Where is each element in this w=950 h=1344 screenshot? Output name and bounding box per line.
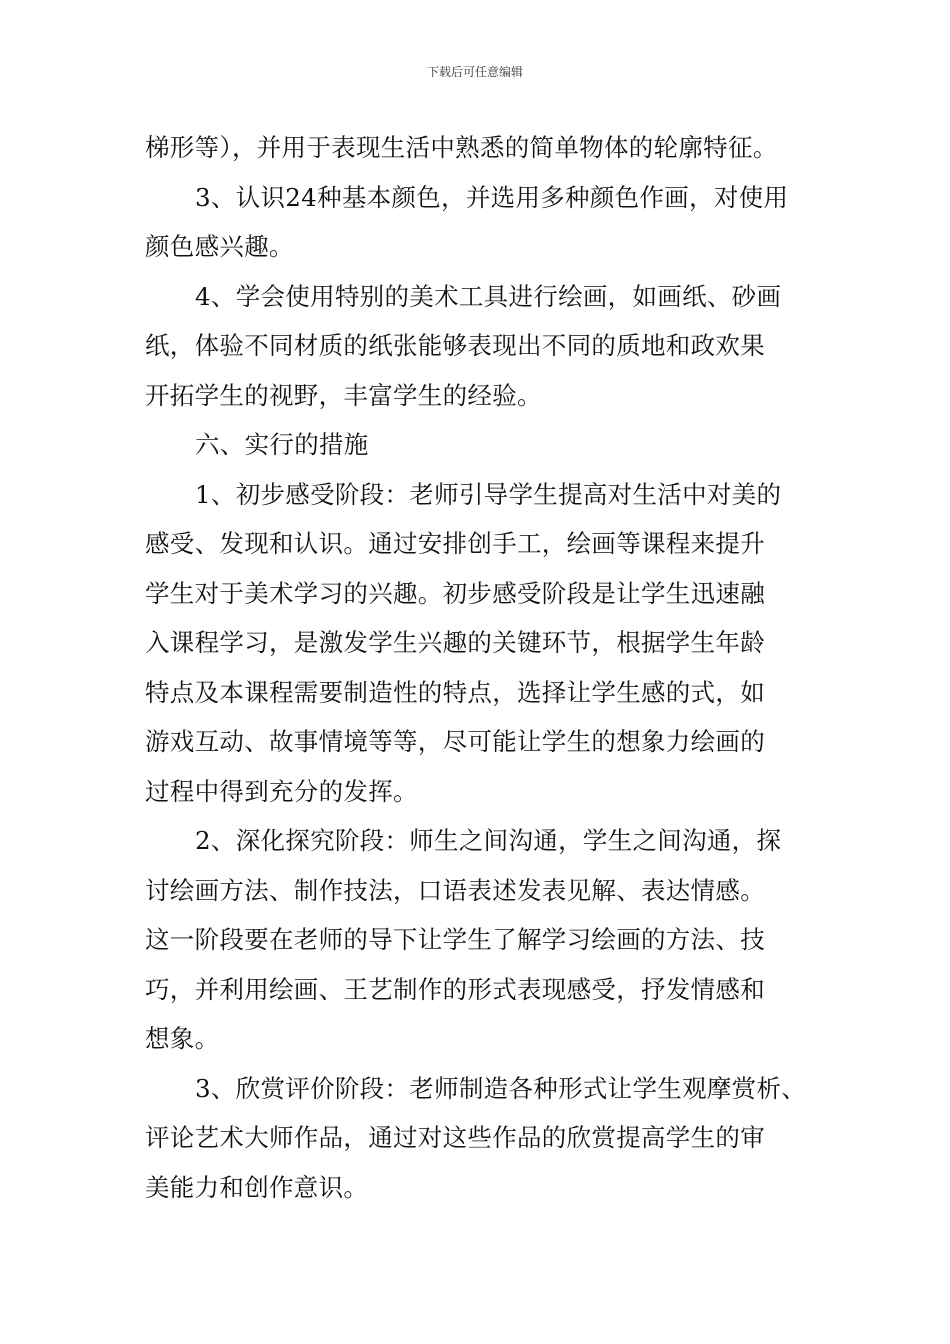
text-line: 评论艺术大师作品，通过对这些作品的欣赏提高学生的审 xyxy=(145,1123,765,1152)
text-line: 3、欣赏评价阶段：老师制造各种形式让学生观摩赏析、 xyxy=(195,1073,807,1103)
text-line: 3、认识24种基本颜色，并选用多种颜色作画，对使用 xyxy=(195,182,789,212)
text-line: 过程中得到充分的发挥。 xyxy=(145,776,418,806)
text-line: 美能力和创作意识。 xyxy=(145,1172,369,1202)
text-line: 巧，并利用绘画、王艺制作的形式表现感受，抒发情感和 xyxy=(145,974,765,1004)
text-line: 入课程学习，是激发学生兴趣的关键环节，根据学生年龄 xyxy=(145,628,765,657)
text-line: 开拓学生的视野，丰富学生的经验。 xyxy=(145,380,542,410)
text-line: 想象。 xyxy=(145,1024,220,1053)
page-header: 下载后可任意编辑 xyxy=(426,65,523,79)
text-line: 讨绘画方法、制作技法，口语表述发表见解、表达情感。 xyxy=(145,875,765,905)
text-line: 梯形等），并用于表现生活中熟悉的简单物体的轮廓特征。 xyxy=(145,133,778,162)
section-heading: 六、实行的措施 xyxy=(195,430,369,459)
text-line: 特点及本课程需要制造性的特点，选择让学生感的式，如 xyxy=(145,677,765,707)
text-line: 4、学会使用特别的美术工具进行绘画，如画纸、砂画 xyxy=(195,281,782,311)
text-line: 1、初步感受阶段：老师引导学生提高对生活中对美的 xyxy=(195,479,782,509)
text-line: 学生对于美术学习的兴趣。初步感受阶段是让学生迅速融 xyxy=(145,578,765,608)
text-line: 颜色感兴趣。 xyxy=(145,232,294,261)
text-line: 游戏互动、故事情境等等，尽可能让学生的想象力绘画的 xyxy=(145,727,765,756)
text-line: 纸，体验不同材质的纸张能够表现出不同的质地和政欢果 xyxy=(145,331,765,360)
text-line: 这一阶段要在老师的导下让学生了解学习绘画的方法、技 xyxy=(145,925,765,954)
text-line: 2、深化探究阶段：师生之间沟通，学生之间沟通，探 xyxy=(195,826,782,855)
text-line: 感受、发现和认识。通过安排创手工，绘画等课程来提升 xyxy=(145,529,765,558)
